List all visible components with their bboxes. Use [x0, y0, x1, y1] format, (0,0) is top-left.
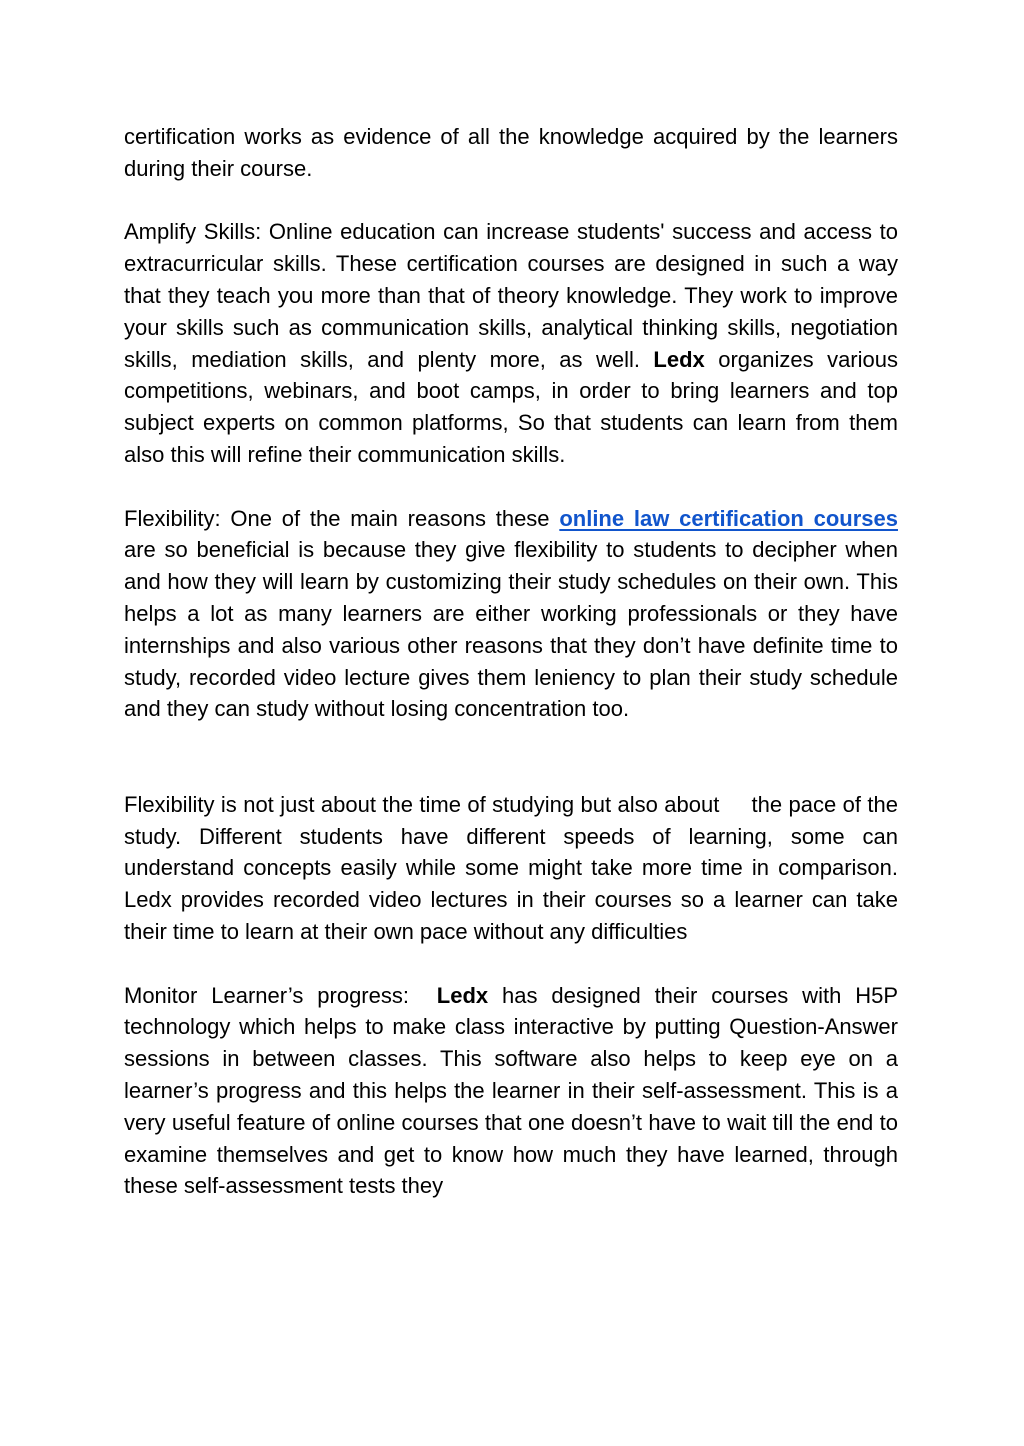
paragraph-text: Flexibility is not just about the time of studying but also about the pace of the study. Different students have different speeds of learning, some can understand concepts easily while some might take more time in comparison. Ledx provides recorded video lectures in their courses so a learner can take their time to learn at their own pace without any difficulties: [124, 791, 898, 944]
paragraph-text: organizes various competitions, webinars, and boot camps, in order to bring learners and top subject experts on common platforms, So that students can learn from them also this will refine their communication skills.: [124, 346, 898, 467]
paragraph-spacer: [124, 948, 898, 980]
document-page: [124, 121, 898, 1202]
paragraph-spacer: [124, 471, 898, 503]
online-law-certification-courses-link[interactable]: online law certification courses: [559, 505, 898, 531]
paragraph-text: Amplify Skills: Online education can increase students' success and access to extracurricular skills. These certification courses are designed in such a way that they teach you more than that of theory knowledge. They work to improve your skills such as communication skills, analytical thinking skills, negotiation skills, mediation skills, and plenty more, as well.: [124, 219, 898, 372]
paragraph-flexibility: [124, 503, 898, 726]
paragraph-text: has designed their courses with H5P technology which helps to make class interactive by putting Question-Answer sessions in between classes. This software also helps to keep eye on a learner’s progress and this helps the learner in their self-assessment. This is a very useful feature of online courses that one doesn’t have to wait till the end to examine themselves and get to know how much they have learned, through these self-assessment tests they: [124, 982, 898, 1199]
brand-name-ledx: Ledx: [653, 346, 705, 372]
paragraph-flexibility-pace: [124, 789, 898, 948]
paragraph-text: Monitor Learner’s progress:: [124, 982, 437, 1008]
paragraph-amplify-skills: [124, 216, 898, 470]
paragraph-certification-evidence: [124, 121, 898, 185]
brand-name-ledx: Ledx: [436, 982, 489, 1008]
paragraph-text: Flexibility: One of the main reasons these: [124, 505, 560, 531]
paragraph-text: certification works as evidence of all the knowledge acquired by the learners during their course.: [124, 124, 898, 181]
paragraph-spacer: [124, 185, 898, 217]
paragraph-monitor-progress: [124, 980, 898, 1203]
paragraph-text: are so beneficial is because they give flexibility to students to decipher when and how they will learn by customizing their study schedules on their own. This helps a lot as many learners are either working professionals or they have internships and also various other reasons that they don’t have definite time to study, recorded video lecture gives them leniency to plan their study schedule and they can study without losing concentration too.: [124, 537, 898, 722]
paragraph-spacer: [124, 725, 898, 789]
